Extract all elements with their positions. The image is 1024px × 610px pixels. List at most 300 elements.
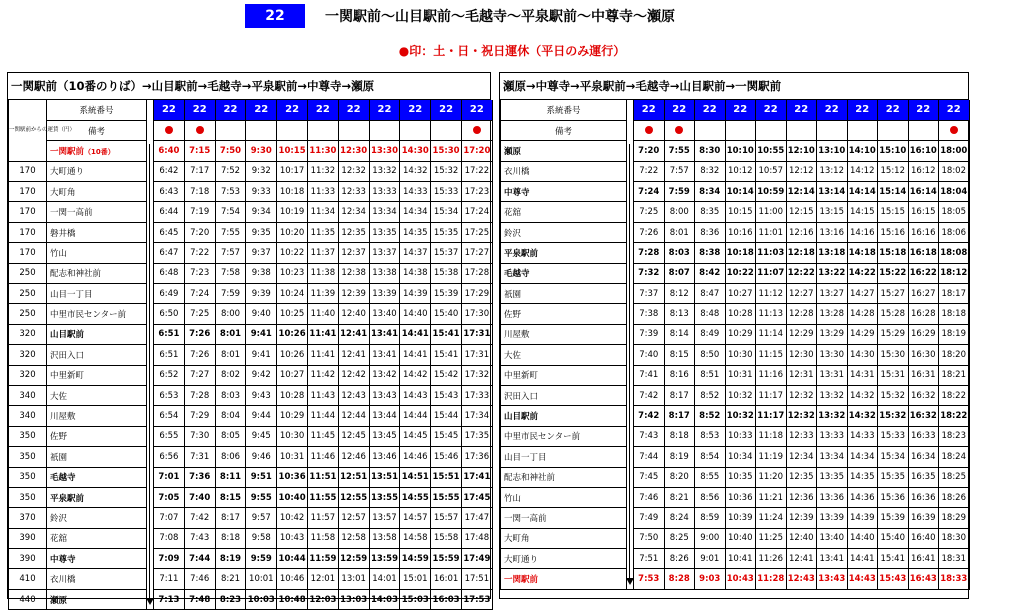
departure-time: 14:57 <box>400 508 431 528</box>
departure-time: 13:32 <box>369 161 400 181</box>
departure-time: 10:26 <box>277 345 308 365</box>
departure-time: 14:18 <box>847 243 878 263</box>
departure-time: 11:24 <box>756 508 787 528</box>
departure-time: 11:25 <box>756 528 787 548</box>
fare-cell: 170 <box>9 243 47 263</box>
departure-time: 7:54 <box>215 202 246 222</box>
stop-name-text: 中里新町 <box>50 371 85 382</box>
stop-name <box>501 487 627 507</box>
departure-time: 16:31 <box>908 365 939 385</box>
route-number-row <box>9 100 493 120</box>
departure-time: 7:22 <box>634 161 665 181</box>
departure-time: 13:36 <box>817 487 848 507</box>
departure-time: 8:51 <box>695 365 726 385</box>
stop-name <box>501 324 627 344</box>
departure-time: 7:28 <box>184 385 215 405</box>
departure-time: 7:49 <box>634 508 665 528</box>
departure-time: 13:40 <box>369 304 400 324</box>
departure-time: 12:41 <box>338 324 369 344</box>
stop-row <box>501 549 970 569</box>
departure-time: 8:47 <box>695 284 726 304</box>
departure-time: 13:30 <box>817 345 848 365</box>
departure-time: 9:43 <box>246 385 277 405</box>
departure-time: 15:32 <box>878 385 909 405</box>
fare-cell: 350 <box>9 487 47 507</box>
departure-time: 15:46 <box>431 447 462 467</box>
departure-time: 6:51 <box>154 345 185 365</box>
weekday-only-mark-icon <box>675 126 683 134</box>
remark-cell <box>756 120 787 140</box>
departure-time: 13:44 <box>369 406 400 426</box>
stop-name-text: 一関一高前 <box>504 514 547 524</box>
departure-time: 8:02 <box>215 365 246 385</box>
departure-time: 11:07 <box>756 263 787 283</box>
departure-time: 7:01 <box>154 467 185 487</box>
remark-cell <box>939 120 970 140</box>
weekday-only-mark-icon <box>950 126 958 134</box>
departure-time: 11:17 <box>756 385 787 405</box>
departure-time: 17:29 <box>461 284 492 304</box>
departure-time: 15:39 <box>878 508 909 528</box>
departure-time: 12:27 <box>786 284 817 304</box>
stop-row <box>501 263 970 283</box>
inbound-timetable <box>500 100 970 590</box>
stop-row <box>9 284 493 304</box>
departure-time: 10:23 <box>277 263 308 283</box>
departure-time: 6:52 <box>154 365 185 385</box>
departure-time: 13:22 <box>817 263 848 283</box>
timetable-header <box>0 0 1024 68</box>
departure-time: 8:18 <box>215 528 246 548</box>
departure-time: 14:28 <box>847 304 878 324</box>
stop-name-text: 川屋敷 <box>50 412 76 423</box>
route-number-badge: 22 <box>245 4 305 28</box>
departure-time: 13:01 <box>338 569 369 589</box>
departure-time: 6:48 <box>154 263 185 283</box>
departure-time: 15:57 <box>431 508 462 528</box>
departure-time: 10:29 <box>725 324 756 344</box>
departure-time: 14:03 <box>369 589 400 609</box>
departure-time: 7:55 <box>664 141 695 161</box>
departure-time: 11:45 <box>307 426 338 446</box>
fare-cell: 320 <box>9 345 47 365</box>
departure-time: 17:22 <box>461 161 492 181</box>
departure-time: 10:41 <box>725 549 756 569</box>
departure-time: 16:34 <box>908 447 939 467</box>
system-number-label: 系統番号 <box>501 100 627 120</box>
departure-time: 6:43 <box>154 182 185 202</box>
departure-time: 15:43 <box>878 569 909 589</box>
departure-time: 8:54 <box>695 447 726 467</box>
departure-time: 8:24 <box>664 508 695 528</box>
departure-time: 15:41 <box>431 324 462 344</box>
departure-time: 7:42 <box>184 508 215 528</box>
stop-row <box>501 222 970 242</box>
departure-time: 18:06 <box>939 222 970 242</box>
departure-time: 18:19 <box>939 324 970 344</box>
stop-name <box>47 284 147 304</box>
stop-name-text: 大佐 <box>50 391 68 402</box>
stop-name-text: 中尊寺 <box>504 187 530 198</box>
departure-time: 15:10 <box>878 141 909 161</box>
departure-time: 10:26 <box>277 324 308 344</box>
stop-name-text: 大町通り <box>504 554 539 565</box>
route-number-cell: 22 <box>939 100 970 120</box>
departure-time: 15:55 <box>431 487 462 507</box>
stop-name-text: 中里市民センター前 <box>504 432 581 443</box>
departure-time: 16:43 <box>908 569 939 589</box>
departure-time: 8:56 <box>695 487 726 507</box>
departure-time: 12:51 <box>338 467 369 487</box>
route-number-cell: 22 <box>431 100 462 120</box>
departure-time: 14:29 <box>847 324 878 344</box>
departure-time: 11:33 <box>307 182 338 202</box>
departure-time: 10:59 <box>756 182 787 202</box>
stop-name-text: 大町角 <box>504 534 530 545</box>
stop-name-text: 配志和神社前 <box>504 473 556 484</box>
departure-time: 10:30 <box>277 426 308 446</box>
departure-time: 7:36 <box>184 467 215 487</box>
remark-cell <box>369 120 400 140</box>
departure-time: 16:14 <box>908 182 939 202</box>
departure-time: 18:25 <box>939 467 970 487</box>
departure-time: 18:31 <box>939 549 970 569</box>
departure-time: 12:29 <box>786 324 817 344</box>
departure-time: 14:39 <box>847 508 878 528</box>
departure-time: 10:20 <box>277 222 308 242</box>
departure-time: 6:51 <box>154 324 185 344</box>
departure-time: 14:33 <box>400 182 431 202</box>
departure-time: 7:57 <box>664 161 695 181</box>
inbound-timetable-panel <box>499 72 969 599</box>
stop-name-text: 衣川橋 <box>50 575 76 586</box>
departure-time: 7:18 <box>184 182 215 202</box>
stop-name <box>501 528 627 548</box>
stop-name-text: 中里新町 <box>504 371 539 382</box>
departure-time: 6:42 <box>154 161 185 181</box>
remark-cell <box>400 120 431 140</box>
stop-name <box>47 324 147 344</box>
departure-time: 6:56 <box>154 447 185 467</box>
departure-time: 7:42 <box>634 385 665 405</box>
departure-time: 10:48 <box>277 589 308 609</box>
departure-time: 14:59 <box>400 549 431 569</box>
departure-time: 15:43 <box>431 385 462 405</box>
departure-time: 15:35 <box>878 467 909 487</box>
weekday-only-mark-icon <box>165 126 173 134</box>
departure-time: 12:10 <box>786 141 817 161</box>
departure-time: 10:36 <box>277 467 308 487</box>
departure-time: 11:20 <box>756 467 787 487</box>
departure-time: 18:24 <box>939 447 970 467</box>
departure-time: 15:33 <box>431 182 462 202</box>
route-number-cell: 22 <box>847 100 878 120</box>
stop-name <box>47 365 147 385</box>
departure-time: 10:27 <box>725 284 756 304</box>
departure-time: 14:44 <box>400 406 431 426</box>
departure-time: 11:37 <box>307 243 338 263</box>
departure-time: 11:55 <box>307 487 338 507</box>
stop-row <box>501 365 970 385</box>
departure-time: 9:37 <box>246 243 277 263</box>
fare-cell: 340 <box>9 385 47 405</box>
departure-time: 8:04 <box>215 406 246 426</box>
departure-time: 17:27 <box>461 243 492 263</box>
route-number-cell: 22 <box>695 100 726 120</box>
departure-time: 8:19 <box>215 549 246 569</box>
departure-time: 13:43 <box>817 569 848 589</box>
route-number-cell: 22 <box>878 100 909 120</box>
departure-time: 14:30 <box>847 345 878 365</box>
departure-time: 7:53 <box>215 182 246 202</box>
departure-time: 15:40 <box>878 528 909 548</box>
stop-name-text: 沢田入口 <box>50 350 85 361</box>
departure-time: 15:30 <box>431 141 462 161</box>
departure-time: 10:16 <box>725 222 756 242</box>
departure-time: 7:46 <box>184 569 215 589</box>
departure-time: 9:41 <box>246 345 277 365</box>
departure-time: 16:32 <box>908 406 939 426</box>
departure-time: 18:29 <box>939 508 970 528</box>
departure-time: 10:32 <box>725 385 756 405</box>
departure-time: 10:18 <box>725 243 756 263</box>
departure-time: 12:01 <box>307 569 338 589</box>
departure-time: 8:35 <box>695 202 726 222</box>
departure-time: 8:30 <box>695 141 726 161</box>
departure-time: 7:42 <box>634 406 665 426</box>
departure-time: 18:23 <box>939 426 970 446</box>
departure-time: 12:12 <box>786 161 817 181</box>
departure-time: 12:35 <box>338 222 369 242</box>
departure-time: 10:42 <box>277 508 308 528</box>
departure-time: 7:08 <box>154 528 185 548</box>
departure-time: 10:18 <box>277 182 308 202</box>
departure-time: 13:03 <box>338 589 369 609</box>
departure-time: 12:34 <box>338 202 369 222</box>
departure-time: 6:55 <box>154 426 185 446</box>
departure-time: 6:40 <box>154 141 185 161</box>
stop-row <box>9 589 493 609</box>
departure-time: 8:21 <box>215 569 246 589</box>
departure-time: 7:50 <box>215 141 246 161</box>
departure-time: 17:31 <box>461 324 492 344</box>
departure-time: 10:35 <box>725 467 756 487</box>
stop-name <box>47 426 147 446</box>
departure-time: 8:01 <box>215 324 246 344</box>
departure-time: 12:44 <box>338 406 369 426</box>
departure-time: 18:05 <box>939 202 970 222</box>
departure-time: 13:34 <box>817 447 848 467</box>
departure-time: 14:12 <box>847 161 878 181</box>
remarks-label: 備考 <box>501 120 627 140</box>
stop-name-text: 竹山 <box>504 493 522 504</box>
departure-time: 11:15 <box>756 345 787 365</box>
stop-row <box>9 345 493 365</box>
departure-time: 7:26 <box>634 222 665 242</box>
departure-time: 15:15 <box>878 202 909 222</box>
route-number-cell: 22 <box>369 100 400 120</box>
departure-time: 15:18 <box>878 243 909 263</box>
direction-arrow <box>627 100 634 589</box>
fare-cell: 390 <box>9 549 47 569</box>
system-number-label: 系統番号 <box>47 100 147 120</box>
departure-time: 13:43 <box>369 385 400 405</box>
departure-time: 7:44 <box>184 549 215 569</box>
stop-name <box>501 263 627 283</box>
departure-time: 14:42 <box>400 365 431 385</box>
departure-time: 12:32 <box>786 385 817 405</box>
stop-name-text: 一関駅前 <box>504 575 539 586</box>
departure-time: 17:31 <box>461 345 492 365</box>
departure-time: 7:22 <box>184 243 215 263</box>
departure-time: 10:19 <box>277 202 308 222</box>
stop-row <box>501 508 970 528</box>
departure-time: 12:37 <box>338 243 369 263</box>
departure-time: 8:18 <box>664 426 695 446</box>
departure-time: 11:51 <box>307 467 338 487</box>
departure-time: 8:00 <box>215 304 246 324</box>
departure-time: 7:32 <box>634 263 665 283</box>
departure-time: 13:51 <box>369 467 400 487</box>
departure-time: 14:41 <box>400 345 431 365</box>
departure-time: 6:50 <box>154 304 185 324</box>
departure-time: 9:44 <box>246 406 277 426</box>
departure-time: 7:53 <box>634 569 665 589</box>
route-number-cell: 22 <box>634 100 665 120</box>
departure-time: 11:00 <box>756 202 787 222</box>
departure-time: 10:31 <box>277 447 308 467</box>
route-number-cell: 22 <box>400 100 431 120</box>
departure-time: 8:49 <box>695 324 726 344</box>
departure-time: 12:39 <box>338 284 369 304</box>
departure-time: 13:12 <box>817 161 848 181</box>
stop-name <box>47 406 147 426</box>
departure-time: 15:32 <box>878 406 909 426</box>
fare-cell: 250 <box>9 284 47 304</box>
departure-time: 8:38 <box>695 243 726 263</box>
departure-time: 14:35 <box>400 222 431 242</box>
outbound-timetable-panel <box>7 72 491 606</box>
departure-time: 10:36 <box>725 487 756 507</box>
departure-time: 11:43 <box>307 385 338 405</box>
departure-time: 17:23 <box>461 182 492 202</box>
stop-name-text: 瀬原 <box>50 595 68 606</box>
departure-time: 14:36 <box>847 487 878 507</box>
departure-time: 15:40 <box>431 304 462 324</box>
route-number-cell: 22 <box>908 100 939 120</box>
departure-time: 14:32 <box>400 161 431 181</box>
departure-time: 12:39 <box>786 508 817 528</box>
direction-arrow <box>147 100 154 610</box>
departure-time: 11:14 <box>756 324 787 344</box>
departure-time: 14:32 <box>847 385 878 405</box>
stop-name-text: 瀬原 <box>504 146 522 157</box>
departure-time: 13:32 <box>817 385 848 405</box>
departure-time: 7:26 <box>184 324 215 344</box>
stop-row <box>9 406 493 426</box>
departure-time: 8:06 <box>215 447 246 467</box>
departure-time: 8:00 <box>664 202 695 222</box>
stop-name <box>47 345 147 365</box>
departure-time: 8:03 <box>215 385 246 405</box>
stop-row <box>501 426 970 446</box>
stop-name-text: 沢田入口 <box>504 391 539 402</box>
departure-time: 14:43 <box>847 569 878 589</box>
stop-name <box>47 487 147 507</box>
departure-time: 11:39 <box>307 284 338 304</box>
stop-row <box>9 528 493 548</box>
departure-time: 8:03 <box>664 243 695 263</box>
remark-cell <box>246 120 277 140</box>
departure-time: 14:38 <box>400 263 431 283</box>
departure-time: 10:55 <box>756 141 787 161</box>
departure-time: 15:14 <box>878 182 909 202</box>
stop-name-text: 花舘 <box>50 534 68 545</box>
departure-time: 10:30 <box>725 345 756 365</box>
stop-row <box>9 141 493 161</box>
departure-time: 17:51 <box>461 569 492 589</box>
departure-time: 11:58 <box>307 528 338 548</box>
departure-time: 10:01 <box>246 569 277 589</box>
departure-time: 7:37 <box>634 284 665 304</box>
departure-time: 10:27 <box>277 365 308 385</box>
stop-row <box>9 202 493 222</box>
departure-time: 9:59 <box>246 549 277 569</box>
departure-time: 8:15 <box>664 345 695 365</box>
fare-cell: 390 <box>9 528 47 548</box>
departure-time: 9:00 <box>695 528 726 548</box>
departure-time: 15:35 <box>431 222 462 242</box>
remark-cell <box>431 120 462 140</box>
departure-time: 11:41 <box>307 324 338 344</box>
departure-time: 7:57 <box>215 243 246 263</box>
route-number-cell: 22 <box>307 100 338 120</box>
stop-row <box>501 569 970 589</box>
departure-time: 13:55 <box>369 487 400 507</box>
stop-name-text: 佐野 <box>50 432 68 443</box>
departure-time: 14:01 <box>369 569 400 589</box>
departure-time: 10:39 <box>725 508 756 528</box>
stop-name <box>47 467 147 487</box>
departure-time: 14:45 <box>400 426 431 446</box>
departure-time: 7:52 <box>215 161 246 181</box>
departure-time: 7:26 <box>184 345 215 365</box>
departure-time: 17:28 <box>461 263 492 283</box>
stop-row <box>9 161 493 181</box>
departure-time: 11:28 <box>756 569 787 589</box>
departure-time: 13:41 <box>817 549 848 569</box>
departure-time: 13:38 <box>369 263 400 283</box>
stop-name-text: 山目一丁目 <box>504 452 547 463</box>
departure-time: 18:02 <box>939 161 970 181</box>
departure-time: 7:24 <box>184 284 215 304</box>
departure-time: 7:05 <box>154 487 185 507</box>
departure-time: 14:55 <box>400 487 431 507</box>
departure-time: 6:47 <box>154 243 185 263</box>
fare-cell: 370 <box>9 508 47 528</box>
departure-time: 10:31 <box>725 365 756 385</box>
departure-time: 13:33 <box>817 426 848 446</box>
remark-cell <box>634 120 665 140</box>
stop-row <box>9 222 493 242</box>
departure-time: 15:41 <box>878 549 909 569</box>
departure-time: 9:01 <box>695 549 726 569</box>
departure-time: 8:13 <box>664 304 695 324</box>
departure-time: 10:17 <box>277 161 308 181</box>
departure-time: 8:14 <box>664 324 695 344</box>
departure-time: 9:40 <box>246 304 277 324</box>
stop-name <box>501 161 627 181</box>
